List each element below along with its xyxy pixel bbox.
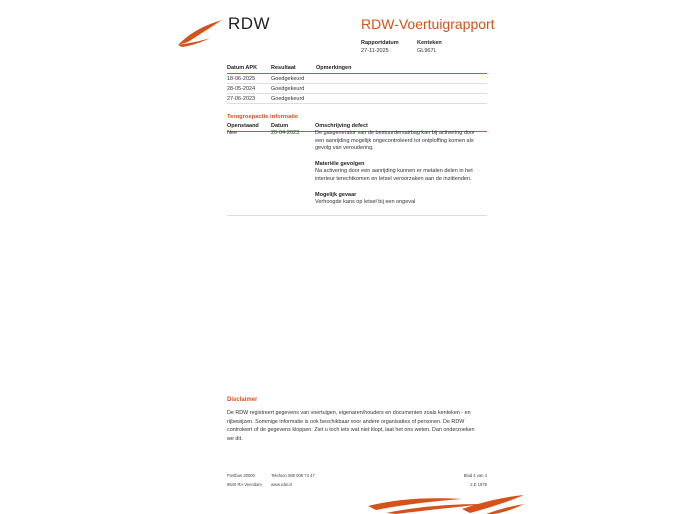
- rdw-wing-logo-icon: [176, 18, 224, 48]
- disclaimer-line: controleert of de gegevens kloppen. Ziet u toch iets wat niet klopt, laat het ons weten. Dan onderzoeken: [227, 427, 475, 434]
- table-row: [227, 94, 487, 104]
- consequences-line: interieur terechtkomen en letsel veroorzaken aan de inzittenden.: [315, 175, 472, 182]
- footer-website: www.rdw.nl: [271, 482, 292, 487]
- apk-remarks: [316, 94, 487, 104]
- recall-row: [227, 130, 487, 216]
- apk-result: Goedgekeurd: [271, 84, 316, 94]
- disclaimer-line: rijbewijzen. Sommige informatie is ook beschikbaar voor andere organisaties of personen. De RDW: [227, 418, 465, 425]
- apk-remarks: [316, 84, 487, 94]
- apk-date: 18-06-2025: [227, 74, 271, 84]
- defect-line: een aanrijding mogelijk ongecontroleerd tot ontploffing komen als: [315, 137, 474, 144]
- footer-page-info: [463, 471, 487, 489]
- recall-date-value: 20-04-2023: [271, 130, 300, 136]
- defect-line: De gasgenerator van de bestuurdersairbag kan bij activering door: [315, 130, 475, 136]
- disclaimer-line: we dit.: [227, 435, 243, 442]
- footer-postbus: Postbus 30000: [227, 473, 255, 478]
- danger-line: Verhoogde kans op letsel bij een ongeval: [315, 199, 416, 206]
- apk-result: Goedgekeurd: [271, 74, 316, 84]
- disclaimer-title: Disclaimer: [227, 397, 258, 403]
- footer-page-number: Blad 4 van 4: [463, 473, 487, 478]
- footer-address: [227, 471, 262, 489]
- recall-col-description: Omschrijving defect: [315, 123, 368, 129]
- brand-name: RDW: [228, 14, 271, 33]
- defect-line: gevolg van veroudering.: [315, 145, 374, 152]
- footer-phone: Telefoon 088 008 74 47: [271, 473, 315, 478]
- report-date-value: 27-11-2025: [361, 48, 389, 54]
- apk-date: 28-05-2024: [227, 84, 271, 94]
- table-row: [227, 74, 487, 84]
- rdw-swoosh-decoration-icon: [366, 493, 526, 514]
- apk-table: [227, 65, 487, 104]
- disclaimer-text: [227, 409, 489, 443]
- recall-open-value: Nee: [227, 130, 238, 136]
- consequences-line: Na activering door een aanrijding kunnen er metalen delen in het: [315, 168, 473, 175]
- disclaimer-line: De RDW registreert gegevens van voertuigen, eigenaren/houders en documenten zoals kenteken - en: [227, 410, 471, 416]
- report-date-label: Rapportdatum: [361, 40, 399, 46]
- apk-header-row: [227, 65, 487, 74]
- apk-remarks: [316, 74, 487, 84]
- apk-col-result: Resultaat: [271, 65, 316, 74]
- danger-heading: Mogelijk gevaar: [315, 191, 357, 198]
- plate-value: GL967L: [417, 48, 437, 54]
- footer-contact: [271, 471, 315, 489]
- plate-block: [417, 40, 442, 54]
- apk-result: Goedgekeurd: [271, 94, 316, 104]
- apk-col-remarks: Opmerkingen: [316, 65, 487, 74]
- footer-city: 9640 RA Veendam: [227, 482, 262, 487]
- apk-date: 27-06-2023: [227, 94, 271, 104]
- footer-version: 2.E 1978: [470, 482, 487, 487]
- recall-section-title: Terugroepactie informatie: [227, 114, 299, 120]
- table-row: [227, 84, 487, 94]
- recall-col-date: Datum: [271, 123, 289, 129]
- consequences-heading: Materiële gevolgen: [315, 160, 365, 167]
- recall-col-open: Openstaand: [227, 123, 259, 129]
- report-date-block: [361, 40, 399, 54]
- recall-description: [315, 130, 487, 207]
- apk-col-date: Datum APK: [227, 65, 271, 74]
- plate-label: Kenteken: [417, 40, 442, 46]
- document-title: RDW-Voertuigrapport: [361, 16, 495, 32]
